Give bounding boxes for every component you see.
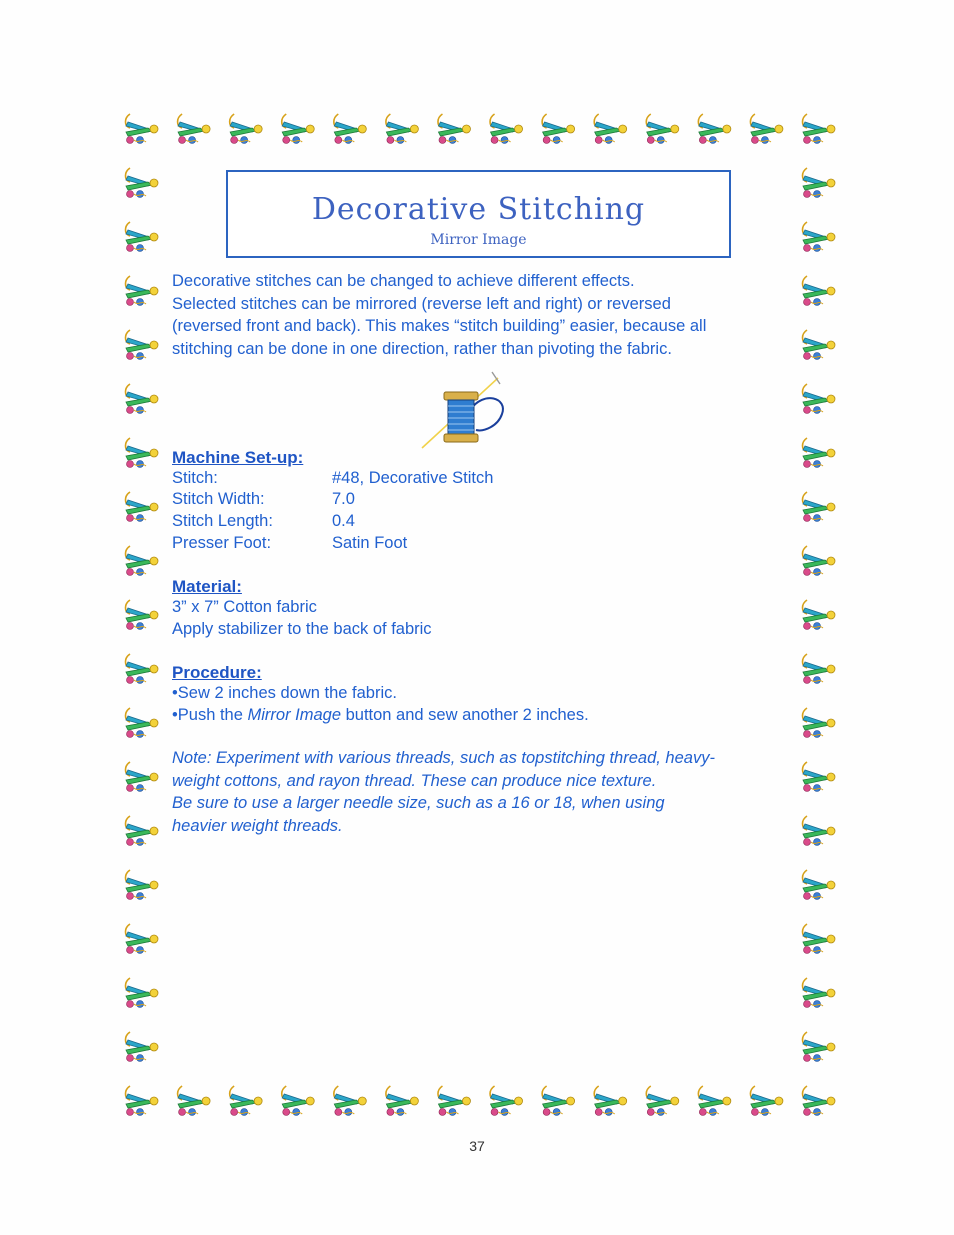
page-number: 37 (469, 1138, 485, 1154)
scissors-thread-icon (542, 114, 575, 144)
scissors-thread-icon (126, 114, 159, 144)
note-paragraph (172, 747, 792, 837)
scissors-thread-icon (126, 1086, 159, 1116)
page-title: Decorative Stitching (311, 192, 646, 227)
scissors-thread-icon (126, 330, 159, 360)
scissors-thread-icon (490, 1086, 523, 1116)
scissors-thread-icon (803, 1032, 836, 1062)
mirror-image-button-name: Mirror Image (247, 706, 342, 724)
scissors-thread-icon (126, 870, 159, 900)
procedure-step (172, 706, 589, 725)
intro-line: (reversed front and back). This makes “stitch building” easier, because all (172, 317, 707, 335)
setup-value: 0.4 (332, 512, 355, 530)
scissors-thread-icon (126, 708, 159, 738)
scissors-thread-icon (594, 1086, 627, 1116)
scissors-thread-icon (126, 600, 159, 630)
setup-row-length (172, 512, 355, 531)
scissors-thread-icon (126, 168, 159, 198)
scissors-thread-icon (594, 114, 627, 144)
scissors-thread-icon (803, 978, 836, 1008)
scissors-thread-icon (750, 1086, 783, 1116)
scissors-thread-icon (126, 276, 159, 306)
intro-paragraph (172, 270, 792, 360)
page-subtitle: Mirror Image (430, 232, 527, 248)
scissors-thread-icon (126, 546, 159, 576)
scissors-thread-icon (803, 276, 836, 306)
procedure-step: •Sew 2 inches down the fabric. (172, 684, 397, 702)
scissors-thread-icon (803, 168, 836, 198)
intro-line: Selected stitches can be mirrored (reverse left and right) or reversed (172, 294, 671, 313)
intro-line: Decorative stitches can be changed to achieve different effects. (172, 272, 635, 290)
thread-spool-icon (420, 370, 520, 455)
scissors-thread-icon (803, 1086, 836, 1116)
scissors-thread-icon (803, 492, 836, 522)
scissors-thread-icon (803, 114, 836, 144)
scissors-thread-icon (334, 114, 367, 144)
scissors-thread-icon (386, 114, 419, 144)
procedure-step-text: •Push the (172, 706, 248, 724)
scissors-thread-icon (698, 114, 731, 144)
setup-label: Presser Foot: (172, 534, 272, 552)
intro-line: stitching can be done in one direction, rather than pivoting the fabric. (172, 339, 672, 358)
note-line: Note: Experiment with various threads, such as topstitching thread, heavy- (172, 749, 715, 767)
scissors-thread-icon (126, 924, 159, 954)
machine-setup-heading: Machine Set-up: (172, 448, 304, 467)
setup-value: 7.0 (332, 490, 355, 508)
scissors-thread-icon (126, 762, 159, 792)
setup-row-width (172, 490, 355, 509)
title-box (226, 170, 731, 258)
note-line: heavier weight threads. (172, 816, 343, 835)
scissors-thread-icon (803, 222, 836, 252)
scissors-thread-icon (178, 114, 211, 144)
scissors-thread-icon (750, 114, 783, 144)
scissors-thread-icon (126, 978, 159, 1008)
scissors-thread-icon (803, 384, 836, 414)
scissors-thread-icon (803, 816, 836, 846)
scissors-thread-icon (803, 870, 836, 900)
scissors-thread-icon (126, 492, 159, 522)
material-line: Apply stabilizer to the back of fabric (172, 620, 432, 638)
scissors-thread-icon (178, 1086, 211, 1116)
scissors-thread-icon (646, 114, 679, 144)
procedure-step-text: button and sew another 2 inches. (341, 706, 589, 724)
scissors-thread-icon (282, 114, 315, 144)
scissors-thread-icon (230, 114, 263, 144)
setup-label: Stitch: (172, 469, 218, 487)
scissors-thread-icon (803, 654, 836, 684)
scissors-thread-icon (126, 438, 159, 468)
setup-row-stitch (172, 469, 493, 488)
scissors-thread-icon (386, 1086, 419, 1116)
scissors-thread-icon (126, 1032, 159, 1062)
procedure-heading: Procedure: (172, 663, 262, 682)
scissors-thread-icon (803, 438, 836, 468)
setup-label: Stitch Width: (172, 490, 265, 508)
scissors-thread-icon (438, 1086, 471, 1116)
scissors-thread-icon (334, 1086, 367, 1116)
material-line: 3” x 7” Cotton fabric (172, 598, 317, 616)
scissors-thread-icon (490, 114, 523, 144)
note-line: Be sure to use a larger needle size, such as a 16 or 18, when using (172, 794, 665, 812)
material-heading: Material: (172, 577, 242, 596)
scissors-thread-icon (803, 600, 836, 630)
setup-row-foot (172, 534, 407, 553)
scissors-thread-icon (282, 1086, 315, 1116)
setup-label: Stitch Length: (172, 512, 273, 530)
scissors-thread-icon (803, 924, 836, 954)
scissors-thread-icon (126, 384, 159, 414)
scissors-thread-icon (126, 654, 159, 684)
scissors-thread-icon (803, 546, 836, 576)
scissors-thread-icon (803, 708, 836, 738)
scissors-thread-icon (698, 1086, 731, 1116)
note-line: weight cottons, and rayon thread. These can produce nice texture. (172, 771, 657, 790)
setup-value: #48, Decorative Stitch (332, 469, 494, 487)
scissors-thread-icon (230, 1086, 263, 1116)
setup-value: Satin Foot (332, 534, 408, 552)
scissors-thread-icon (646, 1086, 679, 1116)
scissors-thread-icon (126, 816, 159, 846)
scissors-thread-icon (126, 222, 159, 252)
scissors-thread-icon (803, 330, 836, 360)
scissors-thread-icon (803, 762, 836, 792)
scissors-thread-icon (438, 114, 471, 144)
scissors-thread-icon (542, 1086, 575, 1116)
